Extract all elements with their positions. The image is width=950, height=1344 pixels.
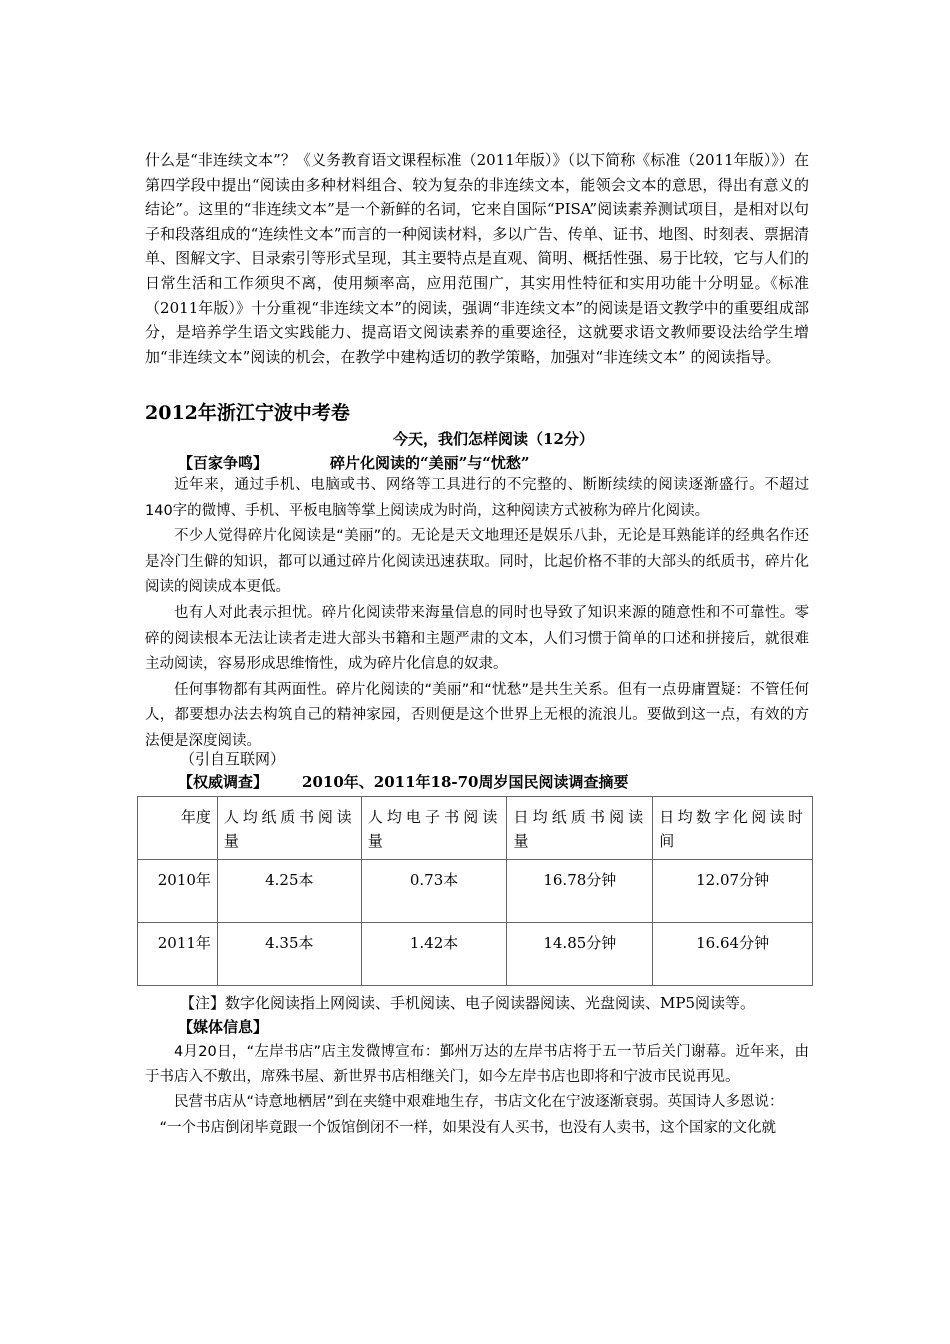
table-cell: 16.78分钟 — [507, 860, 653, 923]
table-cell: 0.73本 — [361, 860, 507, 923]
article-paragraph: 近年来，通过手机、电脑或书、网络等工具进行的不完整的、断断续续的阅读逐渐盛行。不超过140字的微博、手机、平板电脑等掌上阅读成为时尚，这种阅读方式被称为碎片化阅读。 — [145, 477, 809, 519]
table-cell: 16.64分钟 — [653, 923, 813, 986]
survey-table — [137, 796, 813, 986]
media-paragraph: 4月20日，“左岸书店”店主发微博宣布：鄞州万达的左岸书店将于五一节后关门谢幕。近年来，由于书店入不敷出，席殊书屋、新世界书店相继关门，如今左岸书店也即将和宁波市民说再见。 — [145, 1044, 809, 1086]
table-row — [138, 860, 813, 923]
table-header-cell: 人均电子书阅读量 — [361, 797, 507, 860]
table-header-row — [138, 797, 813, 860]
article-source: （引自互联网） — [180, 750, 286, 768]
table-cell: 14.85分钟 — [507, 923, 653, 986]
table-cell: 12.07分钟 — [653, 860, 813, 923]
section-media-header: 【媒体信息】 — [178, 1018, 269, 1036]
table-row — [138, 923, 813, 986]
article-paragraph: 不少人觉得碎片化阅读是“美丽”的。无论是天文地理还是娱乐八卦，无论是耳熟能详的经典名作还是冷门生僻的知识，都可以通过碎片化阅读迅速获取。同时，比起价格不菲的大部头的纸质书，碎片化阅读的阅读成本更低。 — [145, 528, 809, 596]
table-header-cell: 日均数字化阅读时间 — [653, 797, 813, 860]
table-cell-year: 2010年 — [138, 860, 218, 923]
table-header-cell: 年度 — [138, 797, 218, 860]
section-survey-header — [178, 771, 629, 792]
question-title: 今天，我们怎样阅读（12分） — [393, 430, 594, 448]
section-debate-tag: 【百家争鸣】 — [178, 454, 269, 472]
table-header-cell: 日均纸质书阅读量 — [507, 797, 653, 860]
table-header-cell: 人均纸质书阅读量 — [217, 797, 361, 860]
media-paragraph: 民营书店从“诗意地栖居”到在夹缝中艰难地生存，书店文化在宁波逐渐衰弱。英国诗人多恩说： — [174, 1094, 784, 1111]
section-debate-header — [178, 452, 530, 473]
debate-article — [145, 473, 809, 755]
exam-heading: 2012年浙江宁波中考卷 — [145, 402, 350, 424]
intro-paragraph: 什么是“非连续文本”？《义务教育语文课程标准（2011年版）》（以下简称《标准（2011年版）》）在第四学段中提出“阅读由多种材料组合、较为复杂的非连续文本，能领会文本的意思，得出有意义的结论”。这里的“非连续文本”是一个新鲜的名词，它来自国际“PISA”阅读素养测试项目，是相对以句子和段落组成的“连续性文本”而言的一种阅读材料，多以广告、传单、证书、地图、时刻表、票据清单、图解文字、目录索引等形式呈现，其主要特点是直观、简明、概括性强、易于比较，它与人们的日常生活和工作须臾不离，使用频率高，应用范围广，其实用性特征和实用功能十分明显。《标准（2011年版）》十分重视“非连续文本”的阅读，强调“非连续文本”的阅读是语文教学中的重要组成部分，是培养学生语文实践能力、提高语文阅读素养的重要途径，这就要求语文教师要设法给学生增加“非连续文本”阅读的机会，在教学中建构适切的教学策略，加强对“非连续文本” 的阅读指导。 — [145, 151, 809, 366]
section-survey-title: 2010年、2011年18-70周岁国民阅读调查摘要 — [302, 773, 629, 791]
table-cell-year: 2011年 — [138, 923, 218, 986]
table-cell: 4.35本 — [217, 923, 361, 986]
media-article — [145, 1040, 809, 1141]
table-cell: 4.25本 — [217, 860, 361, 923]
media-quote: “一个书店倒闭毕竟跟一个饭馆倒闭不一样，如果没有人买书，也没有人卖书，这个国家的文化就 — [159, 1119, 777, 1136]
table-note: 【注】数字化阅读指上网阅读、手机阅读、电子阅读器阅读、光盘阅读、MP5阅读等。 — [180, 994, 755, 1012]
section-survey-tag: 【权威调查】 — [178, 773, 269, 791]
article-paragraph: 任何事物都有其两面性。碎片化阅读的“美丽”和“忧愁”是共生关系。但有一点毋庸置疑：不管任何人，都要想办法去构筑自己的精神家园，否则便是这个世界上无根的流浪儿。要做到这一点，有效的方法便是深度阅读。 — [145, 681, 809, 749]
article-paragraph: 也有人对此表示担忧。碎片化阅读带来海量信息的同时也导致了知识来源的随意性和不可靠性。零碎的阅读根本无法让读者走进大部头书籍和主题严肃的文本，人们习惯于简单的口述和拼接后，就很难主动阅读，容易形成思维惰性，成为碎片化信息的奴隶。 — [145, 604, 809, 673]
table-cell: 1.42本 — [361, 923, 507, 986]
section-debate-title: 碎片化阅读的“美丽”与“忧愁” — [330, 454, 530, 472]
